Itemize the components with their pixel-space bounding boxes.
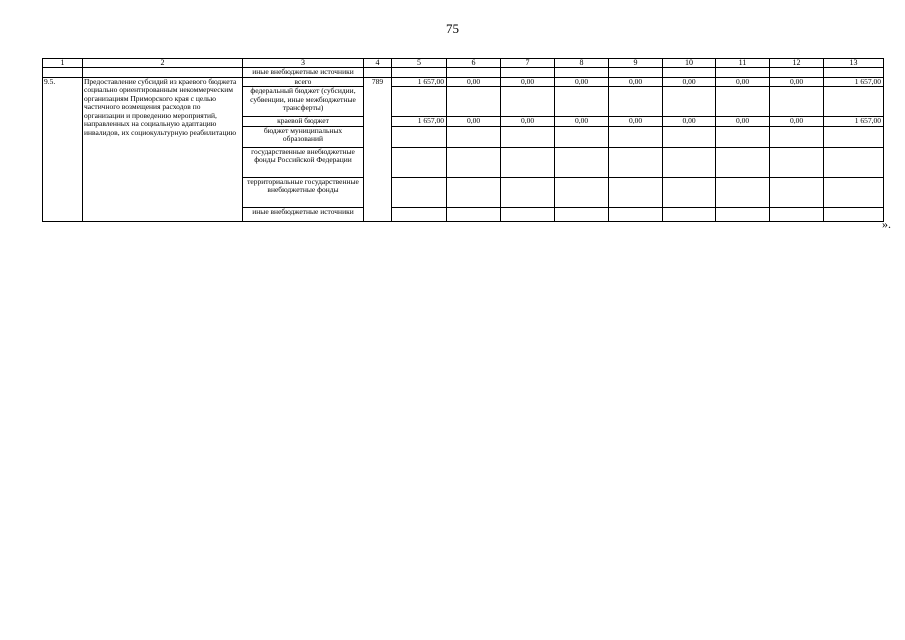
value-cell [824,126,884,147]
value-cell [555,87,609,117]
header-cell: 4 [364,59,392,68]
value-cell [555,126,609,147]
header-row [43,59,884,68]
value-cell [716,126,770,147]
header-cell: 1 [43,59,83,68]
value-cell: 0,00 [716,117,770,127]
funding-source: федеральный бюджет (субсидии, субвенции, иные межбюджетные трансферты) [243,87,364,117]
cell [663,68,716,78]
cell [392,68,447,78]
value-cell [716,87,770,117]
page-number: 75 [446,21,459,36]
item-description: Предоставление субсидий из краевого бюджета социально ориентированным некоммерческим организациям Приморского края с целью частичного возмещения расходов по организации и проведению мероприятий, направленных на социальную адаптацию инвалидов, их социокультурную реабилитацию [83,77,243,221]
value-cell [447,126,501,147]
funding-source: краевой бюджет [243,117,364,127]
cell [501,68,555,78]
header-cell: 8 [555,59,609,68]
value-cell [663,207,716,221]
value-cell: 0,00 [770,77,824,87]
funding-source: государственные внебюджетные фонды Российской Федерации [243,147,364,177]
value-cell: 0,00 [663,77,716,87]
value-cell [770,87,824,117]
value-cell [824,177,884,207]
header-cell: 9 [609,59,663,68]
value-cell [609,87,663,117]
value-cell [609,147,663,177]
value-cell [609,177,663,207]
value-cell [447,207,501,221]
item-number: 9.5. [43,77,83,221]
value-cell: 0,00 [447,77,501,87]
header-cell: 5 [392,59,447,68]
value-cell [663,87,716,117]
value-cell [555,177,609,207]
item-code: 789 [364,77,392,221]
header-cell: 11 [716,59,770,68]
carry-source: иные внебюджетные источники [243,68,364,78]
cell [716,68,770,78]
value-cell: 0,00 [447,117,501,127]
value-cell [392,126,447,147]
value-cell [501,126,555,147]
cell [83,68,243,78]
cell [609,68,663,78]
value-cell: 0,00 [663,117,716,127]
value-cell [555,147,609,177]
cell [364,68,392,78]
value-cell [501,147,555,177]
value-cell: 0,00 [716,77,770,87]
value-cell [716,147,770,177]
value-cell [663,147,716,177]
header-cell: 6 [447,59,501,68]
value-cell: 0,00 [501,117,555,127]
value-cell [609,126,663,147]
value-cell [716,177,770,207]
header-cell: 12 [770,59,824,68]
header-cell: 13 [824,59,884,68]
value-cell [555,207,609,221]
value-cell: 0,00 [501,77,555,87]
value-cell: 0,00 [555,117,609,127]
closing-quote: ». [882,217,891,231]
value-cell [392,177,447,207]
table-row [43,77,884,87]
value-cell [770,207,824,221]
value-cell [770,177,824,207]
value-cell [501,207,555,221]
value-cell: 0,00 [609,117,663,127]
value-cell [392,207,447,221]
value-cell: 1 657,00 [824,77,884,87]
value-cell [824,87,884,117]
value-cell [392,147,447,177]
cell [770,68,824,78]
value-cell: 0,00 [609,77,663,87]
cell [43,68,83,78]
funding-source: всего [243,77,364,87]
value-cell [716,207,770,221]
value-cell: 0,00 [555,77,609,87]
value-cell [392,87,447,117]
value-cell: 0,00 [770,117,824,127]
value-cell [824,147,884,177]
header-cell: 3 [243,59,364,68]
value-cell: 1 657,00 [824,117,884,127]
cell [447,68,501,78]
value-cell [663,126,716,147]
value-cell [501,87,555,117]
value-cell [770,126,824,147]
cell [555,68,609,78]
value-cell [824,207,884,221]
value-cell: 1 657,00 [392,117,447,127]
value-cell [447,147,501,177]
value-cell [770,147,824,177]
value-cell [447,177,501,207]
funding-source: бюджет муниципальных образований [243,126,364,147]
header-cell: 2 [83,59,243,68]
header-cell: 10 [663,59,716,68]
value-cell [447,87,501,117]
header-cell: 7 [501,59,555,68]
value-cell: 1 657,00 [392,77,447,87]
value-cell [609,207,663,221]
value-cell [663,177,716,207]
funding-source: иные внебюджетные источники [243,207,364,221]
budget-table [42,58,884,222]
carry-row [43,68,884,78]
funding-source: территориальные государственные внебюджетные фонды [243,177,364,207]
value-cell [501,177,555,207]
cell [824,68,884,78]
